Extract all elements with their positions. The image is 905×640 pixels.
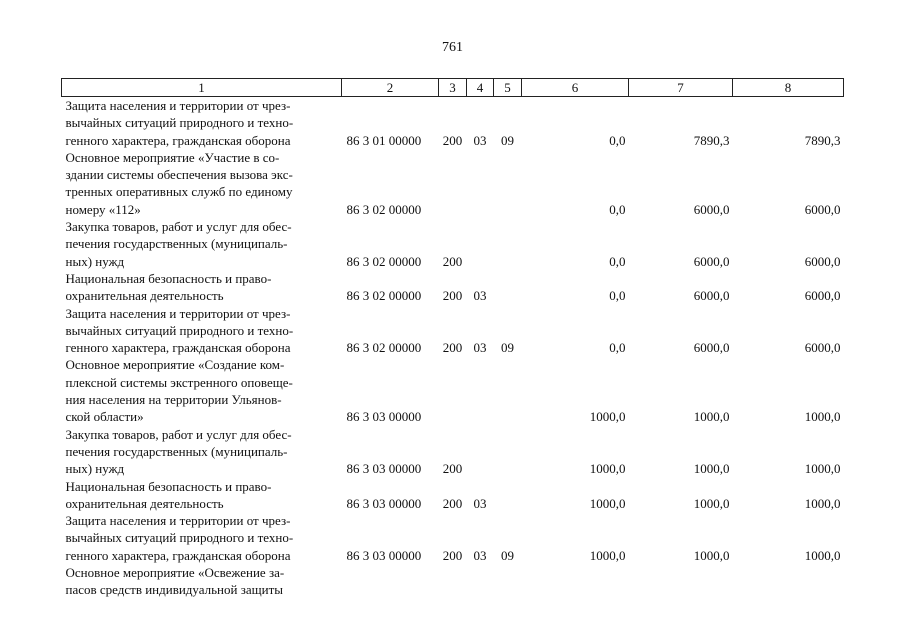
item-name-line: генного характера, гражданская оборона — [65, 340, 291, 356]
item-name-line: вычайных ситуаций природного и техно- — [65, 322, 294, 338]
table-row — [62, 218, 844, 270]
code-cell: 86 3 02 00000 — [346, 288, 422, 304]
table-header-row — [62, 79, 844, 97]
amount-cell: 0,0 — [609, 132, 626, 148]
amount-cell: 1000,0 — [589, 409, 626, 425]
code-cell: 86 3 03 00000 — [346, 461, 422, 477]
expense-type-cell: 200 — [442, 340, 463, 356]
item-name-line: тренных оперативных служб по единому — [65, 184, 293, 200]
amount-cell: 6000,0 — [804, 340, 841, 356]
section-cell: 03 — [473, 132, 487, 148]
amount-cell: 1000,0 — [589, 461, 626, 477]
expense-type-cell: 200 — [442, 461, 463, 477]
amount-cell: 1000,0 — [804, 409, 841, 425]
expense-type-cell — [439, 356, 467, 425]
item-name-cell — [62, 478, 342, 513]
table-row — [62, 97, 844, 149]
item-name-line: Основное мероприятие «Освежение за- — [65, 565, 285, 581]
amount-cell: 0,0 — [609, 253, 626, 269]
subsection-cell: 09 — [501, 340, 514, 356]
item-name-line: номеру «112» — [65, 201, 141, 217]
item-name-line: Основное мероприятие «Создание ком- — [65, 357, 285, 373]
amount-cell: 1000,0 — [693, 461, 730, 477]
table-row — [62, 564, 844, 599]
amount-cell: 0,0 — [609, 288, 626, 304]
item-name-line: ных) нужд — [65, 253, 125, 269]
expense-type-cell — [439, 149, 467, 218]
subsection-cell — [494, 478, 522, 513]
subsection-cell — [494, 149, 522, 218]
amount-cell: 1000,0 — [693, 409, 730, 425]
item-name-line: генного характера, гражданская оборона — [65, 547, 291, 563]
item-name-line: Закупка товаров, работ и услуг для обес- — [65, 426, 292, 442]
subsection-cell — [494, 564, 522, 599]
expense-type-cell: 200 — [442, 253, 463, 269]
amount-cell — [522, 564, 629, 599]
amount-cell: 6000,0 — [693, 340, 730, 356]
item-name-line: ской области» — [65, 409, 144, 425]
item-name-cell — [62, 356, 342, 425]
table-row — [62, 426, 844, 478]
column-header: 8 — [733, 79, 844, 97]
item-name-line: генного характера, гражданская оборона — [65, 132, 291, 148]
code-cell: 86 3 03 00000 — [346, 547, 422, 563]
amount-cell: 0,0 — [609, 201, 626, 217]
section-cell — [467, 149, 494, 218]
section-cell: 03 — [473, 547, 487, 563]
subsection-cell — [494, 270, 522, 305]
amount-cell: 6000,0 — [804, 201, 841, 217]
amount-cell — [629, 564, 733, 599]
amount-cell: 6000,0 — [804, 253, 841, 269]
column-header: 6 — [522, 79, 629, 97]
code-cell — [342, 564, 439, 599]
item-name-cell — [62, 218, 342, 270]
section-cell: 03 — [473, 288, 487, 304]
section-cell: 03 — [473, 495, 487, 511]
item-name-line: ных) нужд — [65, 461, 125, 477]
item-name-line: охранительная деятельность — [65, 495, 224, 511]
amount-cell: 1000,0 — [804, 547, 841, 563]
item-name-cell — [62, 270, 342, 305]
column-header: 2 — [342, 79, 439, 97]
code-cell: 86 3 01 00000 — [346, 132, 422, 148]
expense-type-cell: 200 — [442, 495, 463, 511]
amount-cell: 7890,3 — [804, 132, 841, 148]
section-cell — [467, 218, 494, 270]
item-name-cell — [62, 564, 342, 599]
item-name-line: Защита населения и территории от чрез- — [65, 305, 291, 321]
code-cell: 86 3 03 00000 — [346, 495, 422, 511]
amount-cell: 6000,0 — [693, 288, 730, 304]
page-number: 761 — [442, 40, 463, 55]
item-name-line: Закупка товаров, работ и услуг для обес- — [65, 219, 292, 235]
item-name-cell — [62, 426, 342, 478]
subsection-cell: 09 — [501, 547, 514, 563]
subsection-cell — [494, 426, 522, 478]
item-name-line: Национальная безопасность и право- — [65, 478, 272, 494]
table-row — [62, 512, 844, 564]
item-name-line: печения государственных (муниципаль- — [65, 443, 288, 459]
column-header: 4 — [467, 79, 494, 97]
code-cell: 86 3 02 00000 — [346, 253, 422, 269]
amount-cell: 1000,0 — [804, 461, 841, 477]
amount-cell: 6000,0 — [693, 253, 730, 269]
amount-cell — [733, 564, 844, 599]
expense-type-cell — [439, 564, 467, 599]
subsection-cell — [494, 356, 522, 425]
budget-table — [61, 78, 844, 599]
item-name-line: пасов средств индивидуальной защиты — [65, 582, 283, 598]
item-name-line: Защита населения и территории от чрез- — [65, 513, 291, 529]
column-header: 1 — [62, 79, 342, 97]
subsection-cell — [494, 218, 522, 270]
section-cell — [467, 356, 494, 425]
item-name-line: Защита населения и территории от чрез- — [65, 98, 291, 113]
item-name-line: Основное мероприятие «Участие в со- — [65, 149, 280, 165]
item-name-cell — [62, 512, 342, 564]
subsection-cell: 09 — [501, 132, 514, 148]
column-header: 3 — [439, 79, 467, 97]
amount-cell: 1000,0 — [693, 547, 730, 563]
amount-cell: 1000,0 — [693, 495, 730, 511]
item-name-cell — [62, 305, 342, 357]
section-cell — [467, 426, 494, 478]
item-name-cell — [62, 97, 342, 149]
item-name-line: здании системы обеспечения вызова экс- — [65, 167, 293, 183]
amount-cell: 7890,3 — [693, 132, 730, 148]
expense-type-cell: 200 — [442, 288, 463, 304]
table-row — [62, 149, 844, 218]
section-cell: 03 — [473, 340, 487, 356]
table-row — [62, 356, 844, 425]
amount-cell: 0,0 — [609, 340, 626, 356]
item-name-cell — [62, 149, 342, 218]
amount-cell: 6000,0 — [804, 288, 841, 304]
item-name-line: плексной системы экстренного оповеще- — [65, 374, 293, 390]
code-cell: 86 3 03 00000 — [346, 409, 422, 425]
expense-type-cell: 200 — [442, 547, 463, 563]
amount-cell: 6000,0 — [693, 201, 730, 217]
table-row — [62, 270, 844, 305]
item-name-line: вычайных ситуаций природного и техно- — [65, 530, 294, 546]
column-header: 5 — [494, 79, 522, 97]
column-header: 7 — [629, 79, 733, 97]
amount-cell: 1000,0 — [589, 547, 626, 563]
amount-cell: 1000,0 — [804, 495, 841, 511]
code-cell: 86 3 02 00000 — [346, 340, 422, 356]
item-name-line: охранительная деятельность — [65, 288, 224, 304]
item-name-line: вычайных ситуаций природного и техно- — [65, 115, 294, 131]
item-name-line: ния населения на территории Ульянов- — [65, 392, 282, 408]
item-name-line: печения государственных (муниципаль- — [65, 236, 288, 252]
section-cell — [467, 564, 494, 599]
table-row — [62, 305, 844, 357]
amount-cell: 1000,0 — [589, 495, 626, 511]
code-cell: 86 3 02 00000 — [346, 201, 422, 217]
table-row — [62, 478, 844, 513]
expense-type-cell: 200 — [442, 132, 463, 148]
item-name-line: Национальная безопасность и право- — [65, 270, 272, 286]
